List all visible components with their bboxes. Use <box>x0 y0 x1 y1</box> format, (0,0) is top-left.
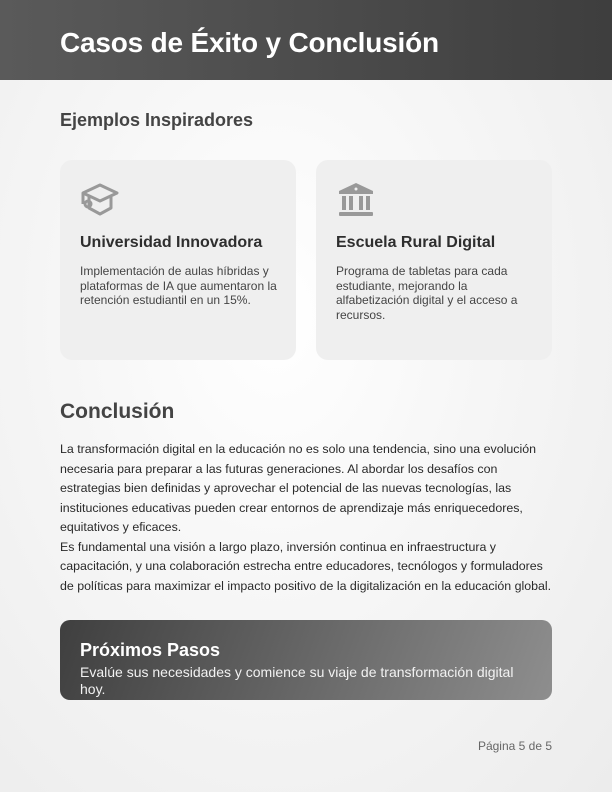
page-header <box>0 0 612 80</box>
card-text: Implementación de aulas híbridas y plataformas de IA que aumentaron la retención estudiantil en un 15%. <box>80 264 277 307</box>
university-building-icon <box>336 182 376 218</box>
card-text: Programa de tabletas para cada estudiante, mejorando la alfabetización digital y el acceso a recursos. <box>336 264 518 322</box>
conclusion-paragraph: Es fundamental una visión a largo plazo, inversión continua en infraestructura y capacitación, y una colaboración estrecha entre educadores, tecnólogos y formuladores de políticas para maximizar el impacto positivo de la digitalización en la educación global. <box>60 539 552 593</box>
card-title: Escuela Rural Digital <box>336 234 496 251</box>
page-number: Página 5 de 5 <box>477 739 552 753</box>
next-steps-banner <box>60 620 552 700</box>
conclusion-paragraph: La transformación digital en la educación no es solo una tendencia, sino una evolución necesaria para preparar a las futuras generaciones. Al abordar los desafíos con estrategias bien definidas y aprovechar el potencial de las nuevas tecnologías, las instituciones educativas pueden crear entornos de aprendizaje más enriquecedores, equitativos y eficaces. <box>60 442 536 534</box>
conclusion-heading: Conclusión <box>60 400 175 423</box>
examples-heading: Ejemplos Inspiradores <box>60 110 254 130</box>
example-card <box>60 160 296 360</box>
conclusion-text <box>60 440 556 596</box>
card-title: Universidad Innovadora <box>80 234 263 251</box>
page-title: Casos de Éxito y Conclusión <box>60 27 439 58</box>
graduation-cap-icon <box>80 182 120 218</box>
example-card <box>316 160 552 360</box>
next-steps-text: Evalúe sus necesidades y comience su viaje de transformación digital hoy. <box>80 664 514 697</box>
next-steps-title: Próximos Pasos <box>80 640 221 660</box>
